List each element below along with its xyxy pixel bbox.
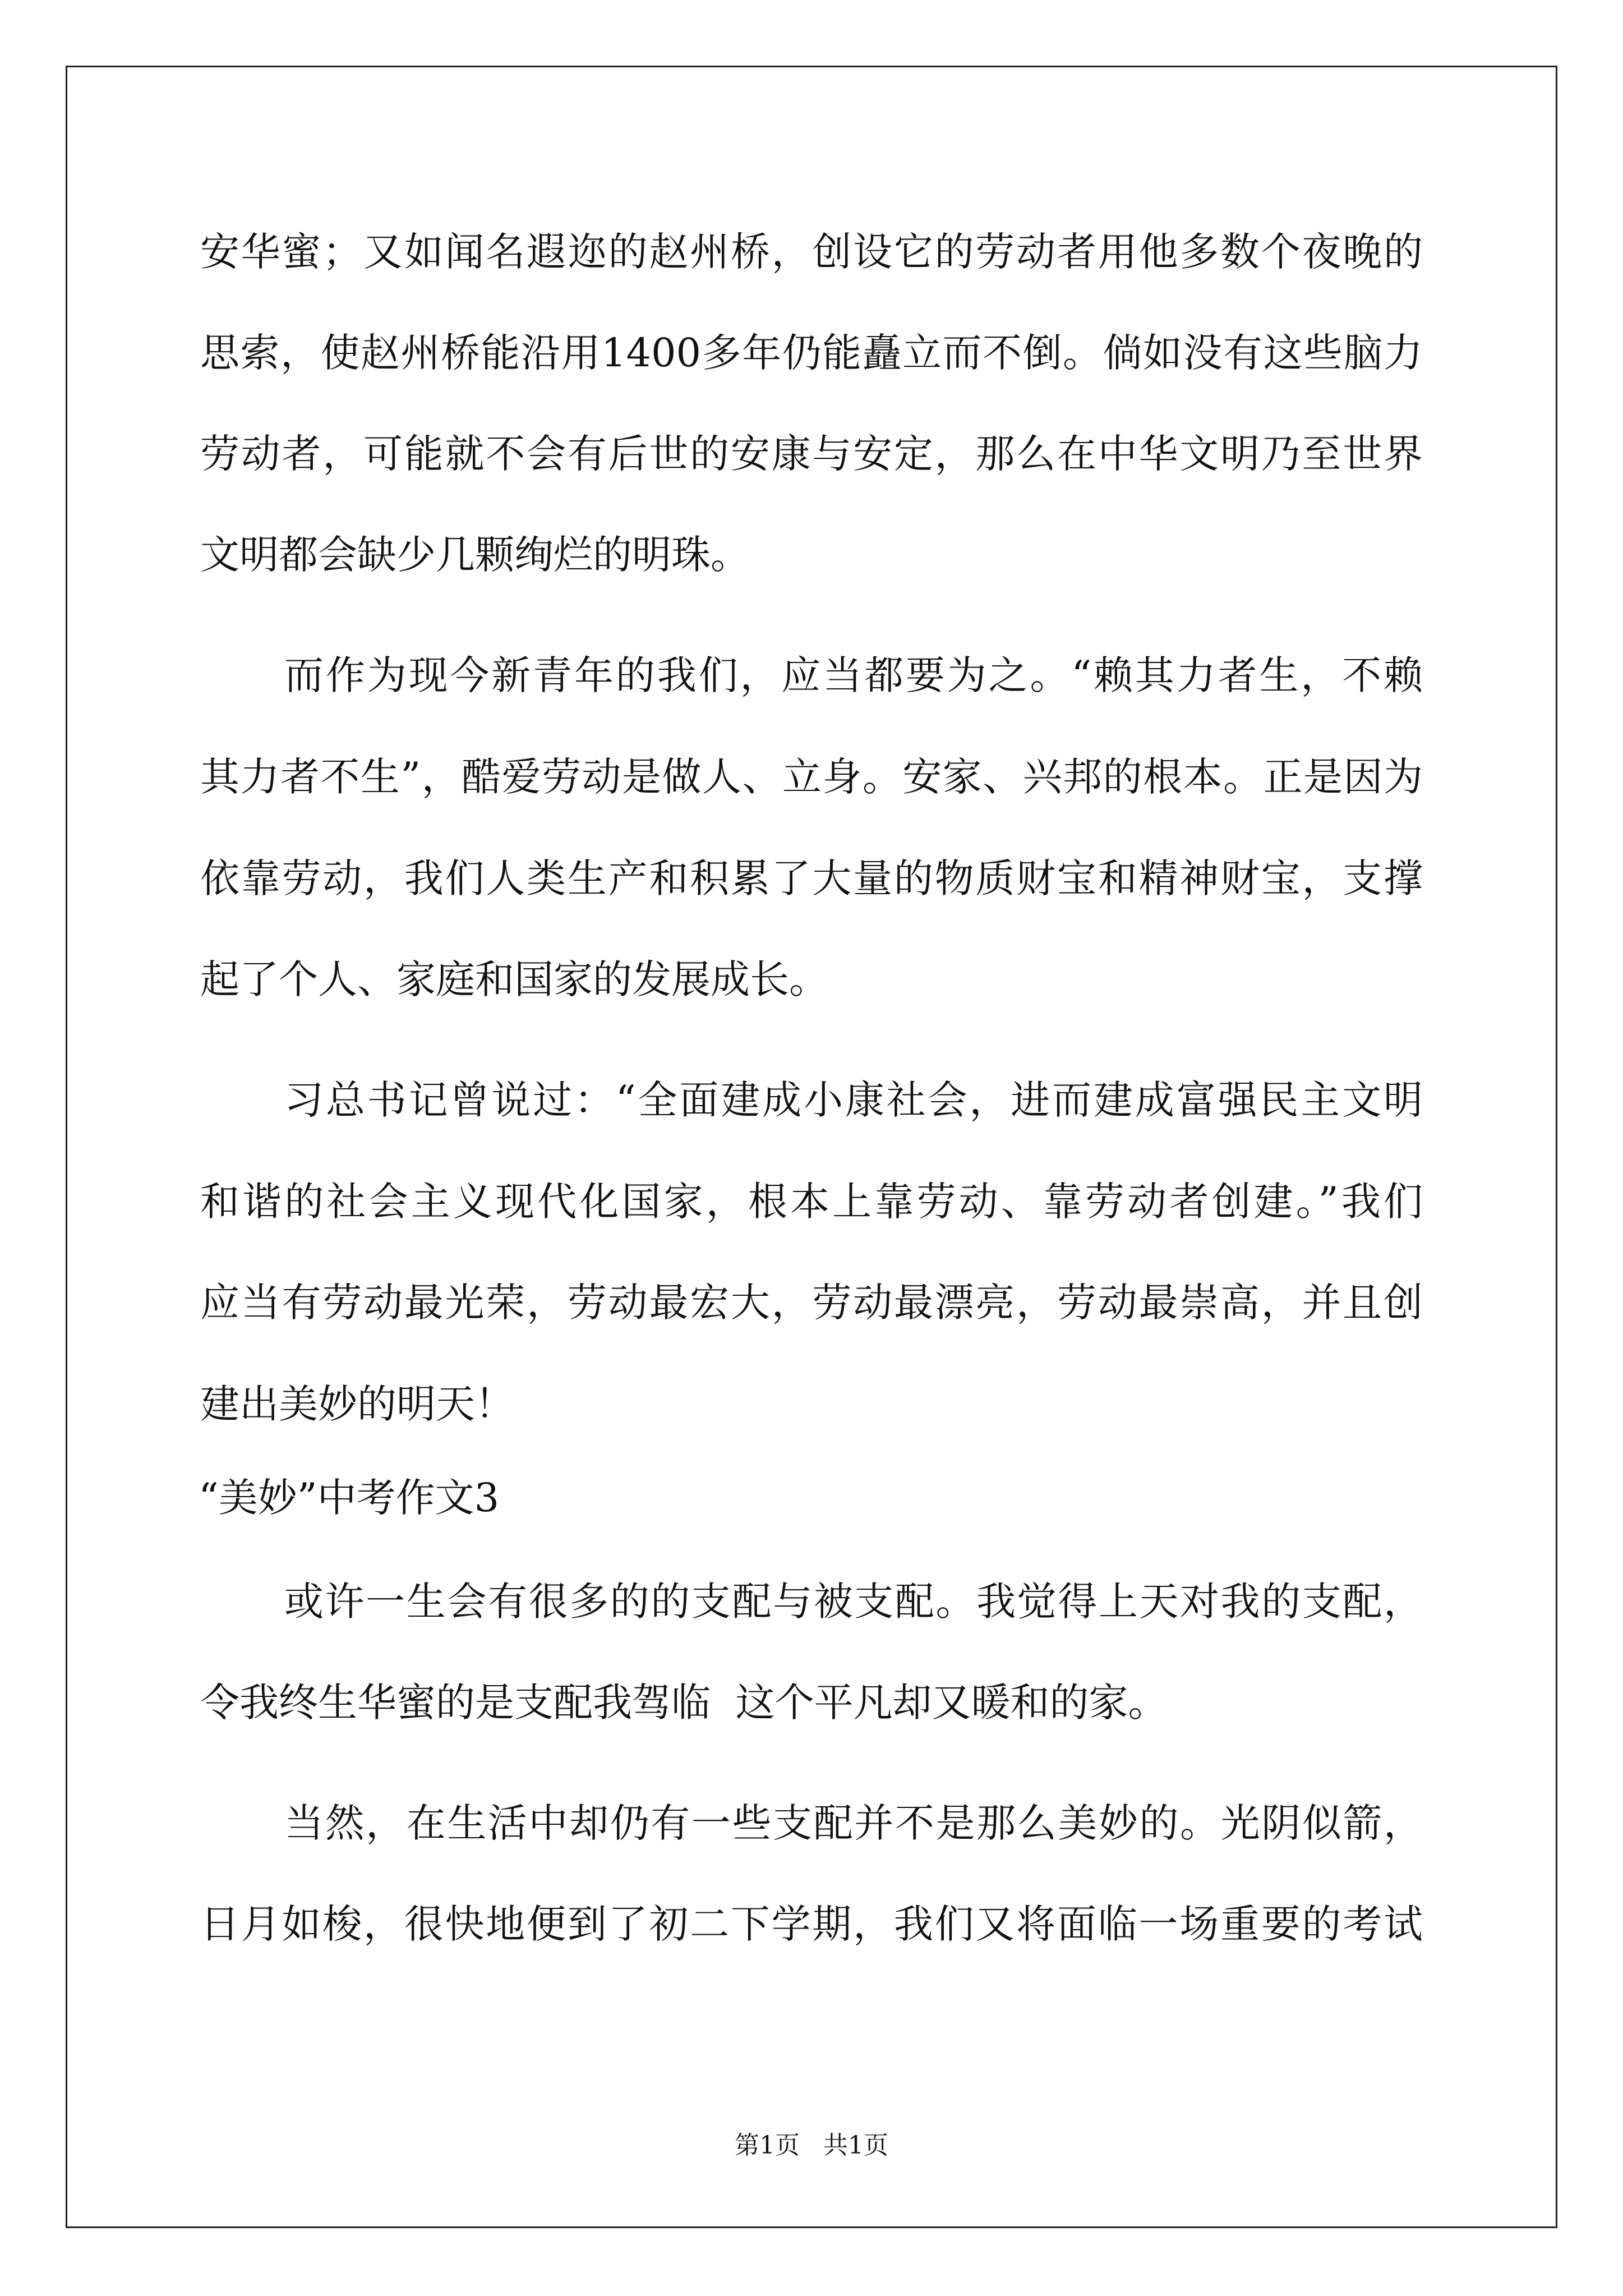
text-line: 起了个人、家庭和国家的发展成长。	[200, 956, 828, 1002]
text-line: 劳动者，可能就不会有后世的安康与安定，那么在中华文明乃至世界	[200, 431, 1423, 477]
section-heading: “美妙”中考作文3	[199, 1475, 500, 1521]
page-number-footer: 第1页 共1页	[735, 2131, 888, 2160]
text-line: 依靠劳动，我们人类生产和积累了大量的物质财宝和精神财宝，支撑	[200, 855, 1423, 901]
paragraph-first-line: 当然，在生活中却仍有一些支配并不是那么美妙的。光阴似箭，	[284, 1800, 1423, 1846]
text-line: 安华蜜；又如闻名遐迩的赵州桥，创设它的劳动者用他多数个夜晚的	[200, 229, 1423, 275]
text-line: 日月如梭，很快地便到了初二下学期，我们又将面临一场重要的考试	[200, 1901, 1423, 1947]
paragraph-first-line: 习总书记曾说过：“全面建成小康社会，进而建成富强民主文明	[284, 1077, 1423, 1123]
text-line: 其力者不生”，酷爱劳动是做人、立身。安家、兴邦的根本。正是因为	[200, 754, 1423, 800]
paragraph-first-line: 而作为现今新青年的我们，应当都要为之。“赖其力者生，不赖	[284, 652, 1423, 698]
text-line: 令我终生华蜜的是支配我驾临 这个平凡却又暖和的家。	[200, 1680, 1168, 1726]
text-line: 建出美妙的明天！	[200, 1381, 514, 1427]
text-line: 应当有劳动最光荣，劳动最宏大，劳动最漂亮，劳动最崇高，并且创	[200, 1280, 1423, 1326]
paragraph-first-line: 或许一生会有很多的的支配与被支配。我觉得上天对我的支配，	[284, 1579, 1423, 1625]
text-line: 文明都会缺少几颗绚烂的明珠。	[200, 532, 750, 578]
text-line: 和谐的社会主义现代化国家，根本上靠劳动、靠劳动者创建。”我们	[200, 1179, 1423, 1225]
text-line: 思索，使赵州桥能沿用1400多年仍能矗立而不倒。倘如没有这些脑力	[200, 330, 1423, 376]
